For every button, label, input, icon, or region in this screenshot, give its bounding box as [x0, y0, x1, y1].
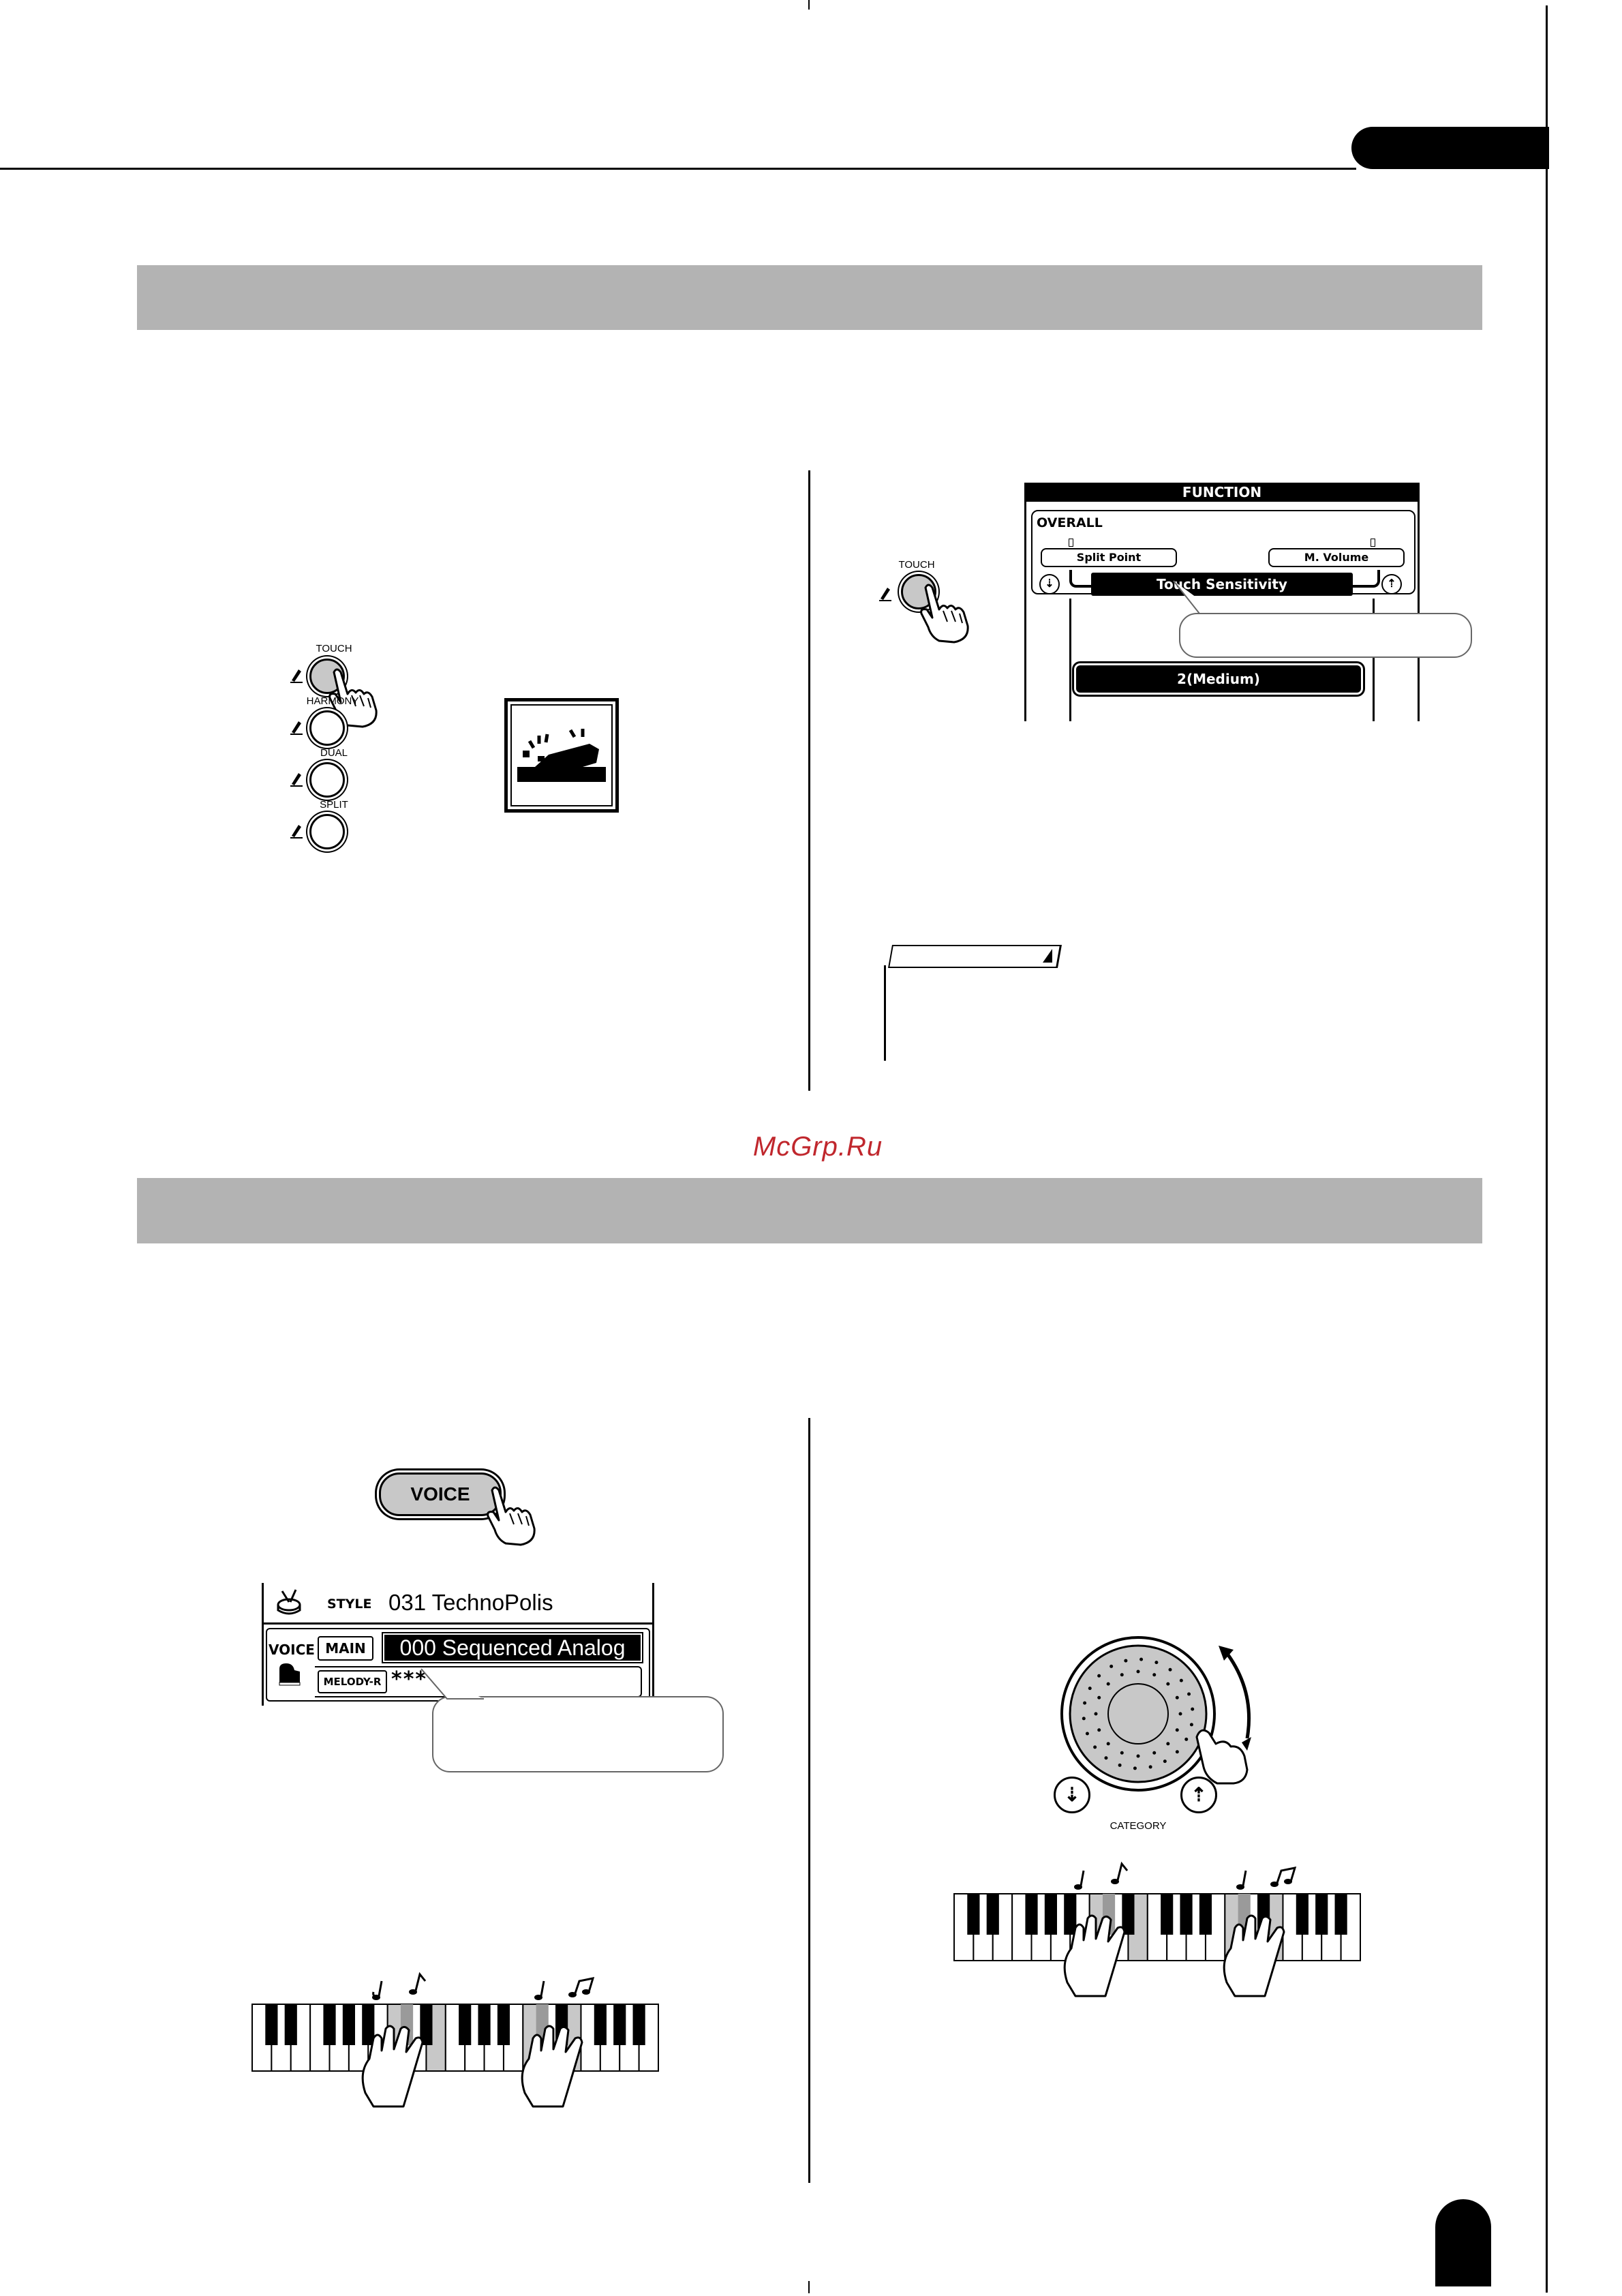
black-key: [1161, 1894, 1173, 1935]
header-tab: [1351, 127, 1549, 169]
grip-dot: [1083, 1702, 1086, 1705]
grip-dot: [1139, 1658, 1143, 1661]
grip-dot: [1176, 1696, 1179, 1700]
black-key: [594, 2004, 607, 2045]
grip-dot: [1086, 1732, 1089, 1736]
dual-button-label: DUAL: [320, 747, 348, 759]
grip-dot: [1118, 1764, 1122, 1767]
grip-dot: [1133, 1766, 1137, 1770]
black-key: [343, 2004, 355, 2045]
grip-dot: [1190, 1723, 1193, 1726]
panel-buttons-column: [279, 634, 395, 859]
overall-label: OVERALL: [1037, 515, 1103, 530]
function-callout: [1179, 613, 1472, 658]
grip-dot: [1107, 1682, 1110, 1686]
main-voice-value[interactable]: 000 Sequenced Analog: [384, 1635, 641, 1661]
touch-button-label-2: TOUCH: [898, 559, 935, 571]
function-display: [1024, 483, 1420, 721]
black-key: [1335, 1894, 1347, 1935]
black-key: [1315, 1894, 1328, 1935]
grip-dot: [1180, 1679, 1183, 1682]
music-notes-icon: [372, 1974, 593, 2000]
left-indicator-mark: [1069, 539, 1073, 547]
keyboard-hands-right: [951, 1853, 1367, 2003]
right-indicator-mark: [1371, 539, 1375, 547]
right-margin-rule: [1546, 5, 1548, 2293]
edit-mark-icon: [289, 821, 304, 839]
black-key: [459, 2004, 471, 2045]
top-rule: [0, 168, 1356, 170]
touch-indicator-icon: [504, 698, 619, 813]
black-key: [478, 2004, 490, 2045]
pressing-hand-icon: [919, 582, 973, 644]
black-key: [1199, 1894, 1212, 1935]
split-button-label: SPLIT: [320, 799, 348, 811]
grip-dot: [1120, 1673, 1124, 1676]
grip-dot: [1095, 1712, 1098, 1716]
style-divider: [262, 1622, 654, 1625]
edit-mark-icon: [289, 769, 304, 787]
hand-keyboard-pictogram: [508, 701, 615, 809]
voice-button[interactable]: [379, 1472, 502, 1516]
black-key: [1296, 1894, 1309, 1935]
tip-box-header: [888, 945, 1062, 968]
display-left-border: [262, 1583, 264, 1706]
grip-dot: [1104, 1756, 1107, 1759]
grip-dot: [1152, 1751, 1156, 1755]
grip-dot: [1179, 1712, 1182, 1716]
music-notes-icon: [1074, 1864, 1295, 1890]
grip-dot: [1184, 1738, 1188, 1741]
sensitivity-value: 2(Medium): [1076, 665, 1361, 693]
grip-dot: [1166, 1682, 1169, 1686]
column-divider-top: [808, 470, 810, 1091]
display-right-border: [652, 1583, 654, 1706]
function-callout-pointer: [1172, 579, 1220, 615]
grip-dot: [1088, 1687, 1092, 1690]
crop-mark: [808, 2281, 810, 2293]
edit-mark-icon: [878, 584, 893, 601]
tip-box-rule: [884, 965, 886, 1061]
edit-mark-icon: [289, 717, 304, 735]
split-button[interactable]: [309, 814, 345, 849]
scroll-down-icon[interactable]: ⇣: [1039, 574, 1060, 594]
edit-mark-icon: [289, 665, 304, 683]
category-up-button[interactable]: ⇡: [1180, 1777, 1217, 1813]
grip-dot: [1082, 1717, 1086, 1720]
black-key: [498, 2004, 510, 2045]
black-key: [265, 2004, 277, 2045]
melody-r-label: MELODY-R: [318, 1670, 387, 1693]
grip-dot: [1152, 1673, 1156, 1676]
voice-label: VOICE: [269, 1642, 315, 1658]
crop-mark: [808, 0, 810, 10]
black-key: [967, 1894, 979, 1935]
category-down-button[interactable]: ⇣: [1054, 1777, 1090, 1813]
scroll-up-icon[interactable]: ⇡: [1381, 574, 1402, 594]
grip-dot: [1187, 1692, 1191, 1695]
function-right-border: [1418, 502, 1420, 721]
grip-dot: [1097, 1728, 1101, 1732]
grip-dot: [1124, 1659, 1127, 1663]
split-point-item[interactable]: Split Point: [1041, 548, 1177, 567]
grip-dot: [1120, 1751, 1124, 1755]
voice-button-label: VOICE: [410, 1483, 470, 1505]
grip-dot: [1176, 1728, 1179, 1732]
grip-dot: [1097, 1696, 1101, 1700]
page-number-badge: [1435, 2199, 1491, 2286]
piano-icon: [277, 1662, 303, 1687]
grip-dot: [1107, 1742, 1110, 1745]
grip-dot: [1166, 1742, 1169, 1745]
section-bar-touch: [137, 265, 1482, 330]
touch-button-label: TOUCH: [316, 643, 352, 654]
grip-dot: [1169, 1668, 1172, 1672]
dual-button[interactable]: [309, 762, 345, 798]
black-key: [1180, 1894, 1192, 1935]
grip-dot: [1191, 1708, 1194, 1711]
keyboard-hands-left: [249, 1963, 665, 2113]
function-header: FUNCTION: [1024, 483, 1420, 502]
grip-dot: [1093, 1745, 1097, 1749]
function-left-border: [1024, 502, 1026, 721]
black-key: [1025, 1894, 1037, 1935]
melody-r-value: ***: [391, 1667, 428, 1691]
grip-dot: [1110, 1665, 1113, 1668]
style-drum-icon: [274, 1588, 304, 1616]
main-label: MAIN: [318, 1636, 373, 1661]
voice-callout-pointer: [420, 1667, 485, 1700]
value-left-border: [1069, 599, 1071, 721]
black-key: [1045, 1894, 1057, 1935]
black-key: [987, 1894, 999, 1935]
grip-dot: [1176, 1750, 1179, 1753]
grip-dot: [1097, 1674, 1101, 1678]
grip-dot: [1154, 1661, 1158, 1664]
grip-dot: [1137, 1670, 1140, 1674]
section-bar-voice: [137, 1178, 1482, 1243]
black-key: [613, 2004, 626, 2045]
column-divider-bottom: [808, 1418, 810, 2183]
tip-box-corner: [1043, 949, 1052, 963]
black-key: [633, 2004, 645, 2045]
black-key: [285, 2004, 297, 2045]
harmony-button-label: HARMONY: [306, 695, 359, 707]
m-volume-item[interactable]: M. Volume: [1268, 548, 1405, 567]
grip-dot: [1163, 1759, 1167, 1763]
black-key: [323, 2004, 335, 2045]
category-label: CATEGORY: [1110, 1820, 1167, 1832]
style-label: STYLE: [327, 1597, 372, 1612]
grip-dot: [1149, 1765, 1152, 1768]
touch-sensitivity-item[interactable]: Touch Sensitivity: [1091, 573, 1353, 596]
voice-callout: [432, 1696, 724, 1772]
grip-dot: [1137, 1755, 1140, 1758]
watermark-text: McGrp.Ru: [752, 1132, 883, 1162]
pressing-hand-icon: [485, 1485, 540, 1546]
harmony-button[interactable]: [309, 710, 345, 746]
style-value: 031 TechnoPolis: [388, 1590, 553, 1615]
